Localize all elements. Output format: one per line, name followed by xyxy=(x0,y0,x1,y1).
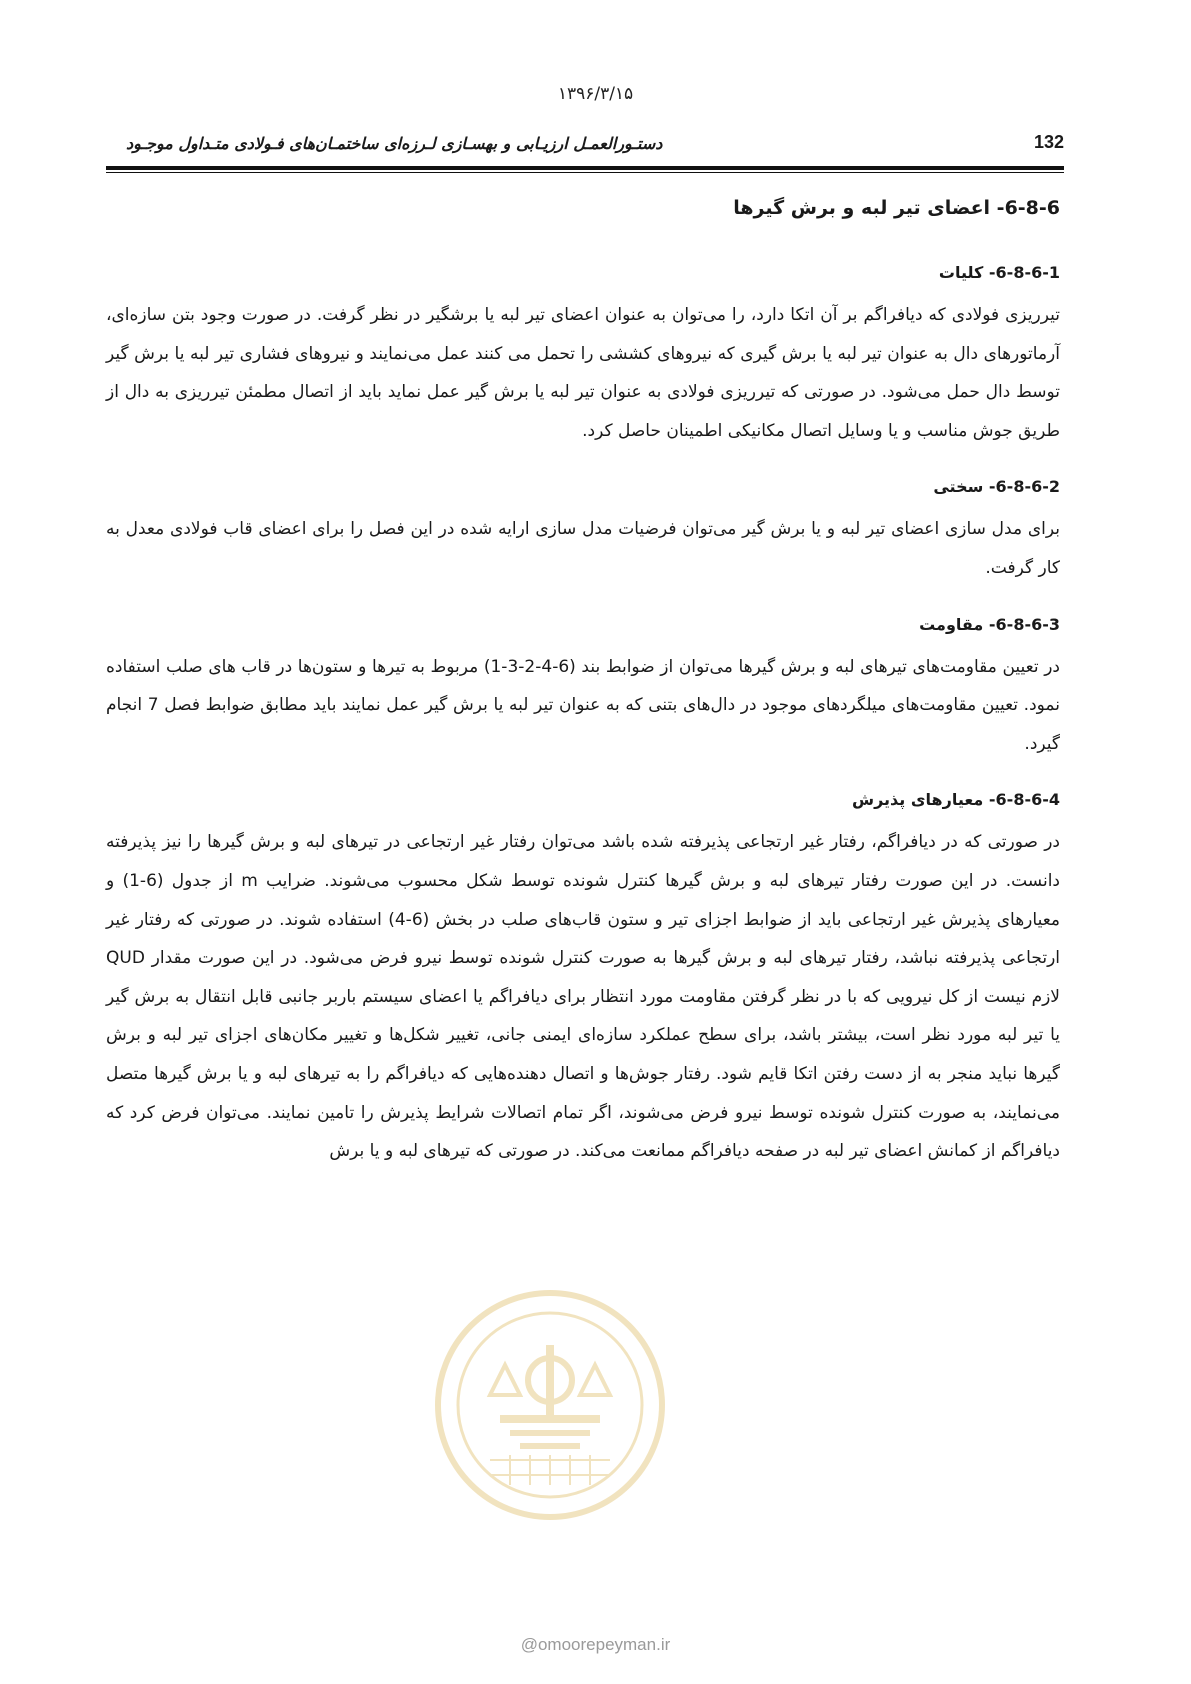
paragraph-general: تیرریزی فولادی که دیافراگم بر آن اتکا دارد، را می‌توان به عنوان اعضای تیر لبه یا برشگیر در نظر گرفت. در صورت وجود بتن سازه‌ای، آرماتورهای دال به عنوان تیر لبه یا برش گیری که نیروهای کششی را تحمل می کنند عمل می‌نمایند و نیروهای فشاری تیر لبه یا برش گیر توسط دال حمل می‌شود. در صورتی که تیرریزی فولادی به عنوان تیر لبه یا برش گیر عمل نماید باید از اتصال مطمئن تیرریزی به دال از طریق جوش مناسب و یا وسایل اتصال مکانیکی اطمینان حاصل کرد. xyxy=(106,305,1060,441)
running-header xyxy=(106,128,1064,164)
watermark-seal-icon xyxy=(430,1285,670,1525)
subsection-heading-strength: 6-8-6-3- مقاومت xyxy=(919,614,1060,634)
subsection-heading-stiffness: 6-8-6-2- سختی xyxy=(933,477,1060,497)
print-date: ۱۳۹۶/۳/۱۵ xyxy=(557,84,634,104)
subsection-heading-acceptance: 6-8-6-4- معیارهای پذیرش xyxy=(852,790,1060,810)
header-rule xyxy=(106,166,1064,173)
paragraph-acceptance: در صورتی که در دیافراگم، رفتار غیر ارتجاعی پذیرفته شده باشد می‌توان رفتار غیر ارتجاعی در تیرهای لبه و برش گیرها را نیز پذیرفته دانست. در این صورت رفتار تیرهای لبه و برش گیرها کنترل شونده توسط شکل محسوب می‌شوند. ضرایب m از جدول (6-1) و معیارهای پذیرش غیر ارتجاعی باید از ضوابط اجزای تیر و ستون قاب‌های صلب در بخش (6-4) استفاده شوند. در صورتی که رفتار غیر ارتجاعی پذیرفته نباشد، رفتار تیرهای لبه و برش گیرها به صورت کنترل شونده توسط نیرو فرض می‌شود. در این صورت مقدار QUD لازم نیست از کل نیرویی که با در نظر گرفتن مقاومت مورد انتظار برای دیافراگم یا اعضای سیستم باربر جانبی قابل انتقال به برش گیر یا تیر لبه مورد نظر است، بیشتر باشد، برای سطح عملکرد سازه‌ای ایمنی جانی، تغییر شکل‌ها و تغییر مکان‌های اجزای تیر لبه و برش گیرها نباید منجر به از دست رفتن اتکا قایم شود. رفتار جوش‌ها و اتصال دهنده‌هایی که دیافراگم را به تیرهای لبه و یا برش گیرها متصل می‌نمایند، به صورت کنترل شونده توسط نیرو فرض می‌شوند، اگر تمام اتصالات شرایط پذیرش را تامین نمایند. می‌توان فرض کرد که دیافراگم از کمانش اعضای تیر لبه در صفحه دیافراگم ممانعت می‌کند. در صورتی که تیرهای لبه و یا برش xyxy=(106,832,1061,1162)
running-title: دستـورالعمـل ارزیـابی و بهسـازی لـرزه‌ای ساختمـان‌های فـولادی متـداول موجـود xyxy=(126,134,663,153)
page-number: 132 xyxy=(1033,132,1064,152)
footer-site: @omoorepeyman.ir xyxy=(520,1635,671,1654)
subsection-heading-general: 6-8-6-1- کلیات xyxy=(938,263,1060,282)
page-content xyxy=(106,188,1060,1171)
paragraph-stiffness: برای مدل سازی اعضای تیر لبه و یا برش گیر می‌توان فرضیات مدل سازی ارایه شده در این فصل را برای اعضای قاب فولادی معدل به کار گرفت. xyxy=(106,519,1060,578)
section-heading: 6-8-6- اعضای تیر لبه و برش گیرها xyxy=(733,197,1060,219)
paragraph-strength: در تعیین مقاومت‌های تیرهای لبه و برش گیرها می‌توان از ضوابط بند (6-4-2-3-1) مربوط به تیرها و ستون‌ها در قاب های صلب استفاده نمود. تعیین مقاومت‌های میلگردهای موجود در دال‌های بتنی که به عنوان تیر لبه یا برش گیر عمل نمایند باید مطابق ضوابط فصل 7 انجام گیرد. xyxy=(106,656,1060,754)
